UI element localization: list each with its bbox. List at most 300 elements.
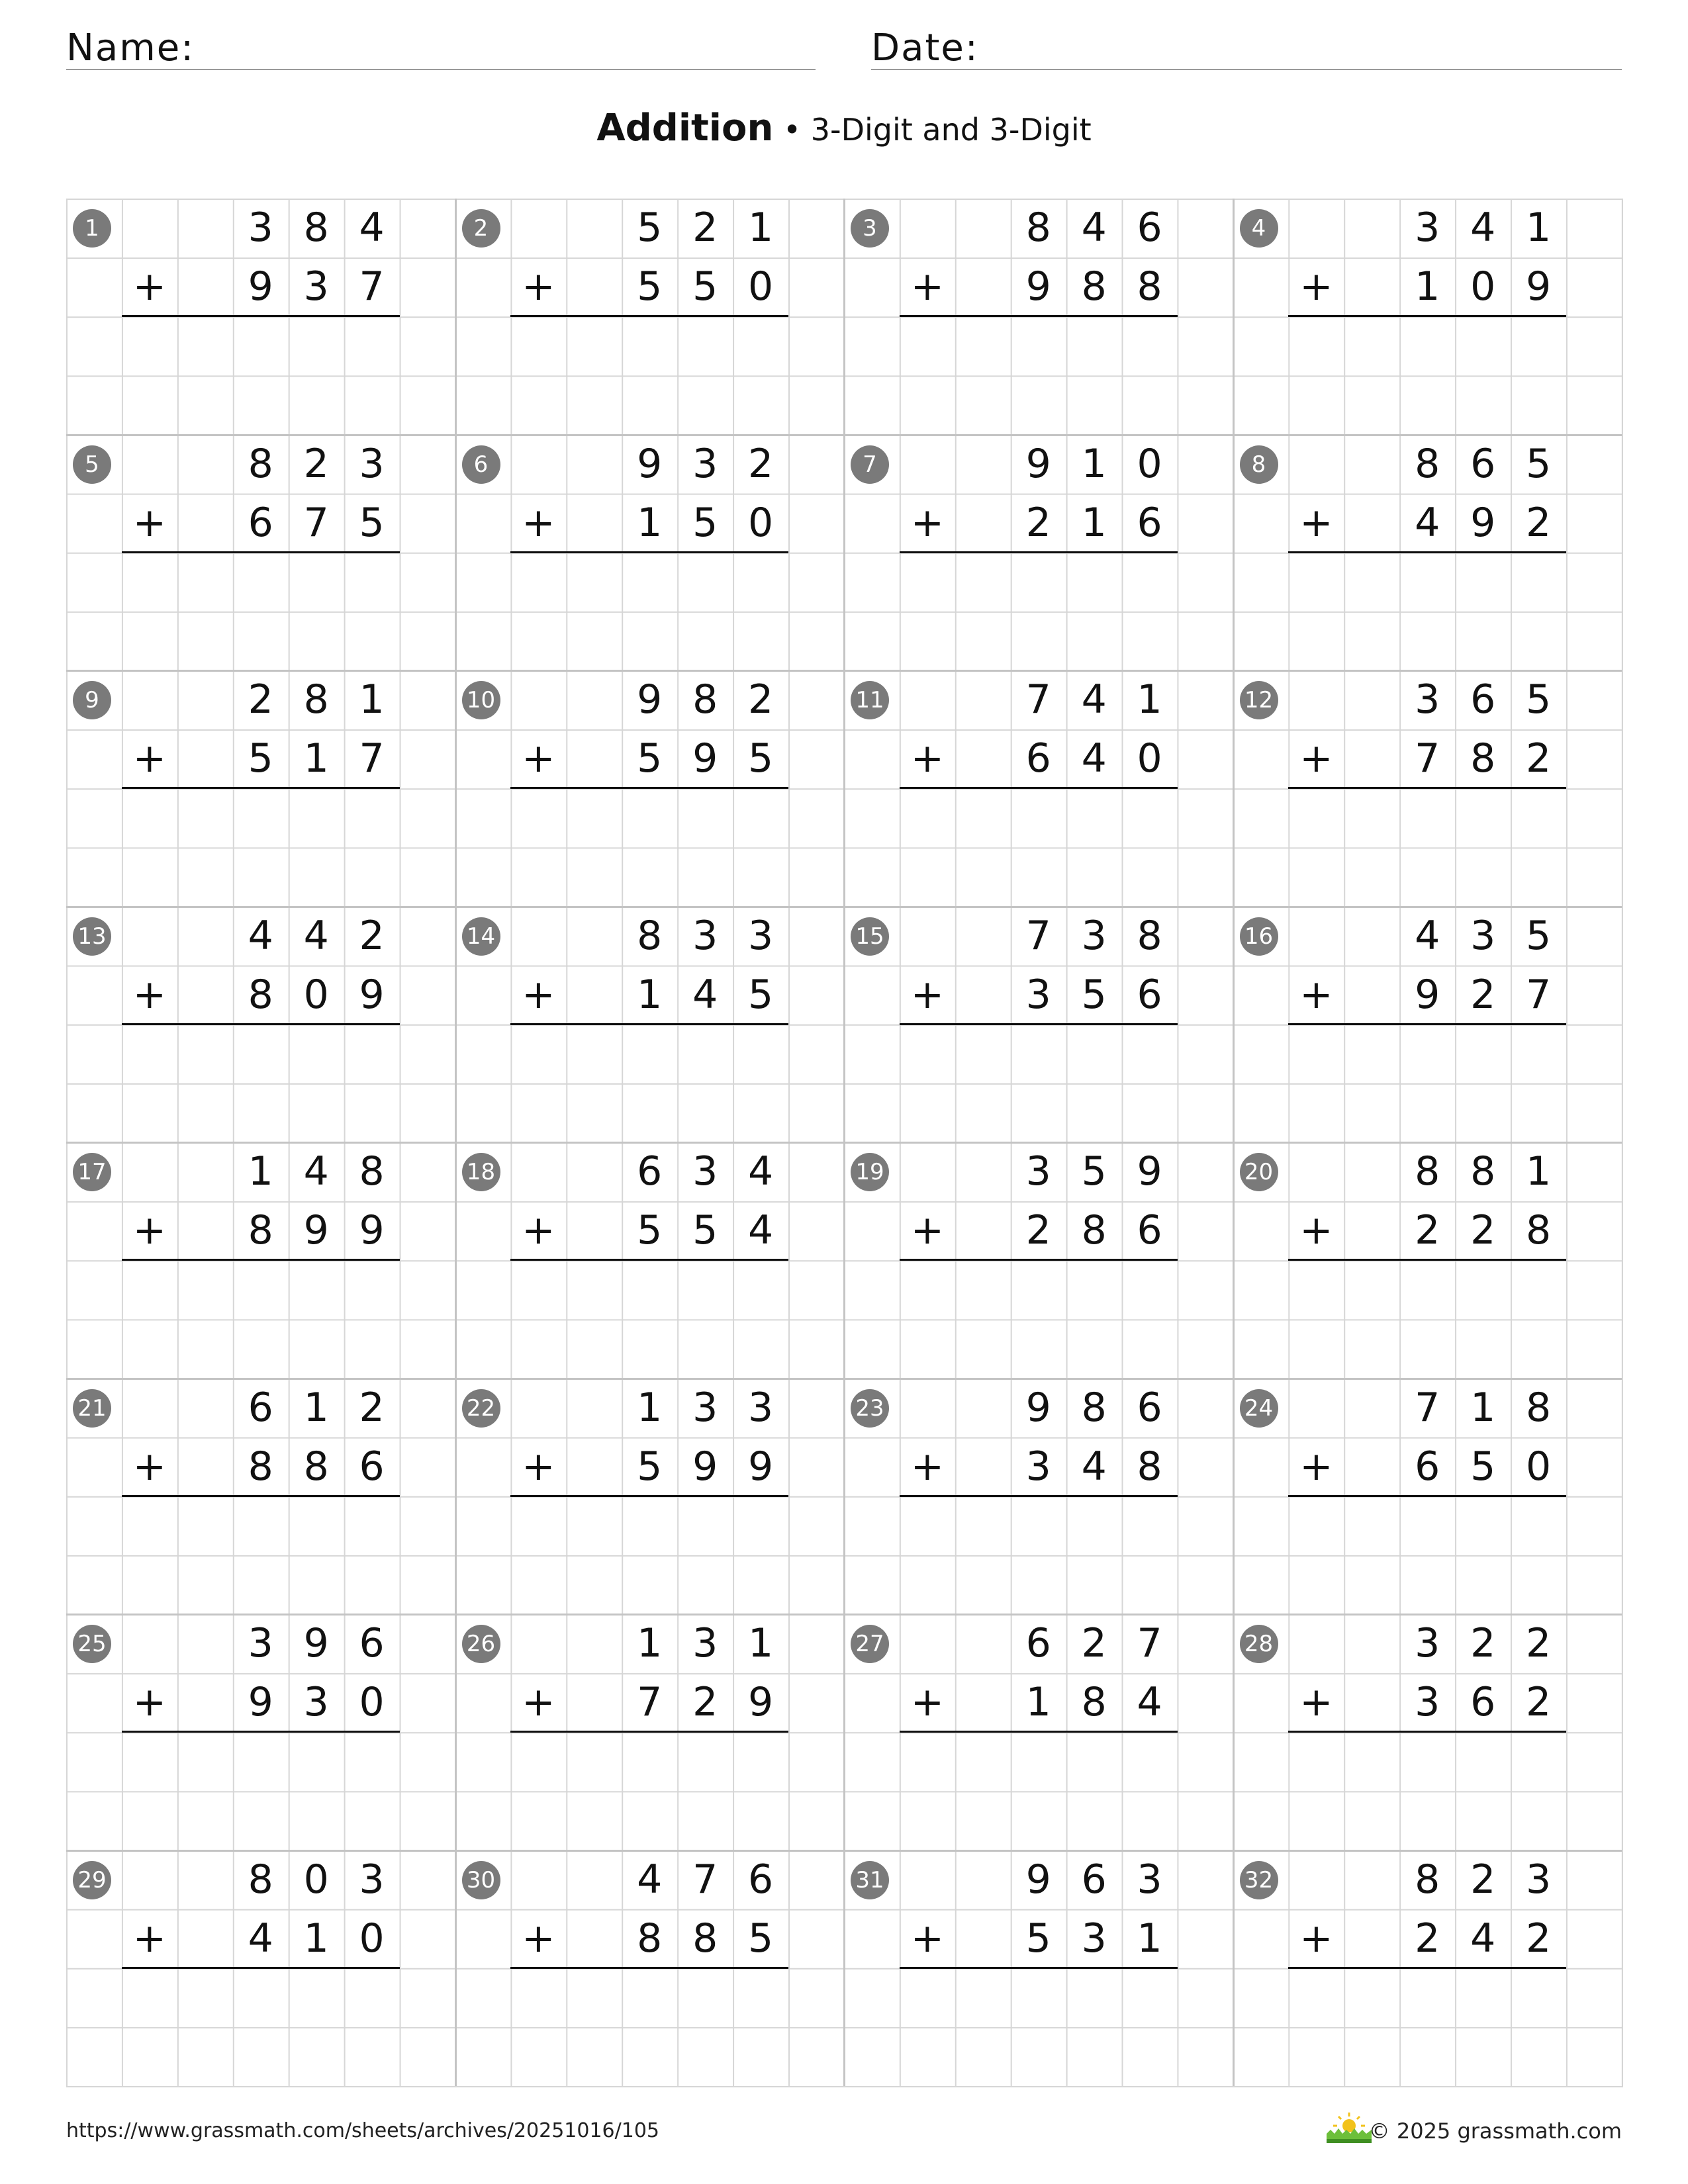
plus-sign: + bbox=[522, 1679, 555, 1725]
problem-number-badge: 14 bbox=[462, 917, 500, 956]
top-addend-digit: 3 bbox=[248, 205, 273, 251]
footer-url: https://www.grassmath.com/sheets/archives/20251016/105 bbox=[66, 2119, 660, 2142]
plus-sign: + bbox=[522, 1915, 555, 1962]
top-addend-digit: 8 bbox=[1081, 1384, 1107, 1431]
plus-sign: + bbox=[132, 499, 167, 546]
top-addend-digit: 5 bbox=[1526, 440, 1552, 487]
top-addend-digit: 6 bbox=[1025, 1620, 1051, 1666]
addition-problem bbox=[455, 1850, 845, 2087]
top-addend-digit: 3 bbox=[1470, 912, 1496, 959]
top-addend-digit: 9 bbox=[1025, 440, 1051, 487]
problem-number-badge: 5 bbox=[73, 445, 111, 484]
addition-problem bbox=[455, 907, 845, 1143]
bottom-addend-digit: 8 bbox=[1526, 1207, 1552, 1254]
addition-problem bbox=[66, 670, 455, 907]
top-addend-digit: 7 bbox=[1025, 676, 1051, 723]
bottom-addend-digit: 1 bbox=[1137, 1915, 1162, 1962]
bottom-addend-digit: 8 bbox=[1081, 263, 1107, 310]
top-addend-digit: 1 bbox=[1526, 205, 1552, 251]
top-addend-digit: 2 bbox=[748, 440, 774, 487]
top-addend-digit: 3 bbox=[692, 440, 718, 487]
top-addend-digit: 6 bbox=[1137, 1384, 1162, 1431]
addition-problem bbox=[1233, 1850, 1622, 2087]
top-addend-digit: 2 bbox=[1526, 1620, 1552, 1666]
bottom-addend-digit: 6 bbox=[359, 1443, 385, 1490]
problem-number-badge: 19 bbox=[851, 1153, 889, 1191]
problem-number-badge: 3 bbox=[851, 209, 889, 248]
bottom-addend-digit: 9 bbox=[1025, 263, 1051, 310]
bottom-addend-digit: 5 bbox=[1081, 971, 1107, 1018]
top-addend-digit: 6 bbox=[359, 1620, 385, 1666]
top-addend-digit: 4 bbox=[1415, 912, 1440, 959]
top-addend-digit: 8 bbox=[1470, 1148, 1496, 1195]
bottom-addend-digit: 3 bbox=[1025, 971, 1051, 1018]
answer-area[interactable] bbox=[900, 1496, 1178, 1614]
top-addend-digit: 8 bbox=[248, 1856, 273, 1903]
title-separator: • bbox=[773, 112, 811, 148]
answer-area[interactable] bbox=[510, 1024, 788, 1142]
answer-area[interactable] bbox=[510, 1968, 788, 2086]
addition-problem bbox=[455, 435, 845, 671]
top-addend-digit: 1 bbox=[359, 676, 385, 723]
answer-area[interactable] bbox=[122, 1024, 400, 1142]
bottom-addend-digit: 1 bbox=[1415, 263, 1440, 310]
top-addend-digit: 6 bbox=[1137, 205, 1162, 251]
bottom-addend-digit: 7 bbox=[303, 499, 329, 546]
answer-area[interactable] bbox=[900, 316, 1178, 434]
top-addend-digit: 8 bbox=[1137, 912, 1162, 959]
answer-area[interactable] bbox=[900, 1024, 1178, 1142]
plus-sign: + bbox=[1299, 1679, 1333, 1725]
top-addend-digit: 8 bbox=[248, 440, 273, 487]
bottom-addend-digit: 2 bbox=[1526, 735, 1552, 782]
bottom-addend-digit: 8 bbox=[248, 1207, 273, 1254]
top-addend-digit: 1 bbox=[637, 1384, 663, 1431]
bottom-addend-digit: 1 bbox=[1081, 499, 1107, 546]
top-addend-digit: 8 bbox=[359, 1148, 385, 1195]
bottom-addend-digit: 5 bbox=[1025, 1915, 1051, 1962]
addition-problem bbox=[455, 670, 845, 907]
plus-sign: + bbox=[1299, 735, 1333, 782]
plus-sign: + bbox=[910, 1915, 945, 1962]
bottom-addend-digit: 9 bbox=[359, 1207, 385, 1254]
bottom-addend-digit: 5 bbox=[692, 499, 718, 546]
answer-area[interactable] bbox=[122, 1496, 400, 1614]
top-addend-digit: 3 bbox=[692, 1384, 718, 1431]
bottom-addend-digit: 8 bbox=[1137, 1443, 1162, 1490]
bottom-addend-digit: 8 bbox=[303, 1443, 329, 1490]
bottom-addend-digit: 2 bbox=[692, 1679, 718, 1726]
worksheet-title bbox=[0, 105, 1688, 154]
answer-area[interactable] bbox=[900, 788, 1178, 906]
bottom-addend-digit: 3 bbox=[1081, 1915, 1107, 1962]
bottom-addend-digit: 9 bbox=[1415, 971, 1440, 1018]
addition-problem bbox=[1233, 907, 1622, 1143]
top-addend-digit: 9 bbox=[1137, 1148, 1162, 1195]
answer-area[interactable] bbox=[900, 1260, 1178, 1378]
answer-area[interactable] bbox=[510, 1260, 788, 1378]
answer-area[interactable] bbox=[122, 1968, 400, 2086]
date-line[interactable] bbox=[871, 69, 1622, 70]
top-addend-digit: 4 bbox=[303, 1148, 329, 1195]
bottom-addend-digit: 4 bbox=[1081, 735, 1107, 782]
addition-problem bbox=[844, 907, 1233, 1143]
addition-problem bbox=[1233, 1142, 1622, 1379]
bottom-addend-digit: 5 bbox=[359, 499, 385, 546]
top-addend-digit: 3 bbox=[1081, 912, 1107, 959]
problem-number-badge: 8 bbox=[1240, 445, 1278, 484]
plus-sign: + bbox=[522, 263, 555, 310]
top-addend-digit: 3 bbox=[359, 440, 385, 487]
bottom-addend-digit: 8 bbox=[1137, 263, 1162, 310]
top-addend-digit: 7 bbox=[692, 1856, 718, 1903]
addition-problem bbox=[66, 199, 455, 435]
bottom-addend-digit: 8 bbox=[1081, 1679, 1107, 1726]
bottom-addend-digit: 9 bbox=[248, 263, 273, 310]
problem-number-badge: 22 bbox=[462, 1389, 500, 1428]
bottom-addend-digit: 0 bbox=[359, 1915, 385, 1962]
plus-sign: + bbox=[522, 1207, 555, 1253]
problem-number-badge: 29 bbox=[73, 1861, 111, 1899]
problem-number-badge: 4 bbox=[1240, 209, 1278, 248]
answer-area[interactable] bbox=[1288, 316, 1566, 434]
problem-number-badge: 27 bbox=[851, 1625, 889, 1663]
top-addend-digit: 6 bbox=[248, 1384, 273, 1431]
addition-problem bbox=[1233, 435, 1622, 671]
plus-sign: + bbox=[910, 263, 945, 310]
bottom-addend-digit: 8 bbox=[1470, 735, 1496, 782]
bottom-addend-digit: 3 bbox=[1025, 1443, 1051, 1490]
top-addend-digit: 3 bbox=[1526, 1856, 1552, 1903]
bottom-addend-digit: 8 bbox=[248, 1443, 273, 1490]
addition-problem bbox=[1233, 1379, 1622, 1615]
top-addend-digit: 8 bbox=[692, 676, 718, 723]
top-addend-digit: 8 bbox=[1526, 1384, 1552, 1431]
bottom-addend-digit: 2 bbox=[1526, 1679, 1552, 1726]
top-addend-digit: 4 bbox=[248, 912, 273, 959]
addition-problem bbox=[844, 1614, 1233, 1850]
bottom-addend-digit: 2 bbox=[1025, 499, 1051, 546]
bottom-addend-digit: 9 bbox=[748, 1679, 774, 1726]
top-addend-digit: 8 bbox=[1415, 1148, 1440, 1195]
bottom-addend-digit: 4 bbox=[248, 1915, 273, 1962]
plus-sign: + bbox=[1299, 263, 1333, 310]
addition-problem bbox=[1233, 199, 1622, 435]
top-addend-digit: 1 bbox=[748, 205, 774, 251]
plus-sign: + bbox=[1299, 1443, 1333, 1490]
top-addend-digit: 6 bbox=[637, 1148, 663, 1195]
answer-area[interactable] bbox=[510, 316, 788, 434]
bottom-addend-digit: 6 bbox=[1137, 499, 1162, 546]
top-addend-digit: 5 bbox=[1526, 912, 1552, 959]
bottom-addend-digit: 8 bbox=[1081, 1207, 1107, 1254]
bottom-addend-digit: 6 bbox=[1025, 735, 1051, 782]
problem-number-badge: 32 bbox=[1240, 1861, 1278, 1899]
problem-number-badge: 11 bbox=[851, 681, 889, 719]
bottom-addend-digit: 4 bbox=[1470, 1915, 1496, 1962]
answer-area[interactable] bbox=[1288, 1496, 1566, 1614]
bottom-addend-digit: 7 bbox=[1415, 735, 1440, 782]
problem-number-badge: 13 bbox=[73, 917, 111, 956]
top-addend-digit: 7 bbox=[1025, 912, 1051, 959]
top-addend-digit: 5 bbox=[1526, 676, 1552, 723]
top-addend-digit: 4 bbox=[748, 1148, 774, 1195]
top-addend-digit: 4 bbox=[1081, 676, 1107, 723]
problem-number-badge: 28 bbox=[1240, 1625, 1278, 1663]
plus-sign: + bbox=[132, 1443, 167, 1490]
answer-area[interactable] bbox=[122, 1732, 400, 1850]
bottom-addend-digit: 1 bbox=[637, 971, 663, 1018]
bottom-addend-digit: 1 bbox=[303, 1915, 329, 1962]
addition-problem bbox=[1233, 670, 1622, 907]
addition-problem bbox=[66, 1614, 455, 1850]
addition-problem bbox=[844, 435, 1233, 671]
bottom-addend-digit: 9 bbox=[1470, 499, 1496, 546]
top-addend-digit: 8 bbox=[1415, 1856, 1440, 1903]
addition-problem bbox=[455, 1142, 845, 1379]
answer-area[interactable] bbox=[900, 1732, 1178, 1850]
answer-area[interactable] bbox=[900, 1968, 1178, 2086]
bottom-addend-digit: 5 bbox=[748, 971, 774, 1018]
answer-area[interactable] bbox=[122, 1260, 400, 1378]
addition-problem bbox=[455, 1379, 845, 1615]
bottom-addend-digit: 5 bbox=[748, 1915, 774, 1962]
answer-area[interactable] bbox=[122, 316, 400, 434]
plus-sign: + bbox=[132, 1915, 167, 1962]
top-addend-digit: 2 bbox=[1081, 1620, 1107, 1666]
problem-number-badge: 2 bbox=[462, 209, 500, 248]
grassmath-logo-icon bbox=[1325, 2110, 1373, 2144]
problem-number-badge: 18 bbox=[462, 1153, 500, 1191]
answer-area[interactable] bbox=[510, 788, 788, 906]
bottom-addend-digit: 3 bbox=[1415, 1679, 1440, 1726]
top-addend-digit: 1 bbox=[748, 1620, 774, 1666]
addition-problem bbox=[66, 1142, 455, 1379]
top-addend-digit: 4 bbox=[303, 912, 329, 959]
top-addend-digit: 2 bbox=[692, 205, 718, 251]
title-main: Addition bbox=[596, 107, 774, 150]
plus-sign: + bbox=[132, 263, 167, 310]
top-addend-digit: 9 bbox=[637, 440, 663, 487]
bottom-addend-digit: 0 bbox=[1470, 263, 1496, 310]
bottom-addend-digit: 2 bbox=[1025, 1207, 1051, 1254]
top-addend-digit: 7 bbox=[1137, 1620, 1162, 1666]
bottom-addend-digit: 1 bbox=[637, 499, 663, 546]
bottom-addend-digit: 0 bbox=[748, 499, 774, 546]
bottom-addend-digit: 2 bbox=[1415, 1207, 1440, 1254]
top-addend-digit: 9 bbox=[637, 676, 663, 723]
answer-area[interactable] bbox=[1288, 553, 1566, 670]
addition-problem bbox=[844, 1379, 1233, 1615]
answer-area[interactable] bbox=[510, 1732, 788, 1850]
top-addend-digit: 2 bbox=[359, 912, 385, 959]
bottom-addend-digit: 4 bbox=[692, 971, 718, 1018]
answer-area[interactable] bbox=[510, 553, 788, 670]
bottom-addend-digit: 9 bbox=[692, 735, 718, 782]
problem-number-badge: 15 bbox=[851, 917, 889, 956]
bottom-addend-digit: 6 bbox=[1415, 1443, 1440, 1490]
bottom-addend-digit: 6 bbox=[1137, 1207, 1162, 1254]
top-addend-digit: 1 bbox=[303, 1384, 329, 1431]
name-label: Name: bbox=[66, 26, 195, 69]
answer-area[interactable] bbox=[900, 553, 1178, 670]
bottom-addend-digit: 7 bbox=[359, 263, 385, 310]
bottom-addend-digit: 2 bbox=[1526, 1915, 1552, 1962]
bottom-addend-digit: 6 bbox=[248, 499, 273, 546]
bottom-addend-digit: 9 bbox=[748, 1443, 774, 1490]
answer-area[interactable] bbox=[510, 1496, 788, 1614]
top-addend-digit: 6 bbox=[1470, 676, 1496, 723]
bottom-addend-digit: 9 bbox=[248, 1679, 273, 1726]
bottom-addend-digit: 1 bbox=[303, 735, 329, 782]
top-addend-digit: 6 bbox=[1081, 1856, 1107, 1903]
problem-number-badge: 16 bbox=[1240, 917, 1278, 956]
top-addend-digit: 2 bbox=[748, 676, 774, 723]
bottom-addend-digit: 7 bbox=[637, 1679, 663, 1726]
bottom-addend-digit: 8 bbox=[692, 1915, 718, 1962]
bottom-addend-digit: 1 bbox=[1025, 1679, 1051, 1726]
bottom-addend-digit: 0 bbox=[748, 263, 774, 310]
bottom-addend-digit: 4 bbox=[748, 1207, 774, 1254]
top-addend-digit: 8 bbox=[303, 205, 329, 251]
top-addend-digit: 7 bbox=[1415, 1384, 1440, 1431]
top-addend-digit: 3 bbox=[692, 1148, 718, 1195]
top-addend-digit: 2 bbox=[1470, 1620, 1496, 1666]
plus-sign: + bbox=[910, 735, 945, 782]
addition-problem bbox=[66, 907, 455, 1143]
addition-problem bbox=[1233, 1614, 1622, 1850]
plus-sign: + bbox=[1299, 971, 1333, 1018]
top-addend-digit: 2 bbox=[303, 440, 329, 487]
top-addend-digit: 4 bbox=[1081, 205, 1107, 251]
bottom-addend-digit: 2 bbox=[1470, 971, 1496, 1018]
problem-number-badge: 21 bbox=[73, 1389, 111, 1428]
problem-number-badge: 31 bbox=[851, 1861, 889, 1899]
answer-area[interactable] bbox=[122, 553, 400, 670]
addition-problem bbox=[844, 670, 1233, 907]
plus-sign: + bbox=[132, 971, 167, 1018]
problem-number-badge: 24 bbox=[1240, 1389, 1278, 1428]
bottom-addend-digit: 5 bbox=[692, 263, 718, 310]
bottom-addend-digit: 6 bbox=[1470, 1679, 1496, 1726]
top-addend-digit: 0 bbox=[1137, 440, 1162, 487]
problem-number-badge: 6 bbox=[462, 445, 500, 484]
plus-sign: + bbox=[910, 1679, 945, 1725]
plus-sign: + bbox=[1299, 1207, 1333, 1253]
problem-number-badge: 10 bbox=[462, 681, 500, 719]
plus-sign: + bbox=[132, 1679, 167, 1725]
top-addend-digit: 3 bbox=[1415, 676, 1440, 723]
problem-number-badge: 9 bbox=[73, 681, 111, 719]
top-addend-digit: 1 bbox=[1526, 1148, 1552, 1195]
top-addend-digit: 5 bbox=[637, 205, 663, 251]
problem-number-badge: 7 bbox=[851, 445, 889, 484]
addition-problem bbox=[66, 435, 455, 671]
plus-sign: + bbox=[1299, 1915, 1333, 1962]
bottom-addend-digit: 5 bbox=[637, 1207, 663, 1254]
bottom-addend-digit: 2 bbox=[1526, 499, 1552, 546]
problem-number-badge: 26 bbox=[462, 1625, 500, 1663]
plus-sign: + bbox=[910, 1443, 945, 1490]
top-addend-digit: 8 bbox=[1025, 205, 1051, 251]
answer-area[interactable] bbox=[1288, 1968, 1566, 2086]
bottom-addend-digit: 7 bbox=[1526, 971, 1552, 1018]
answer-area[interactable] bbox=[1288, 1732, 1566, 1850]
problem-number-badge: 23 bbox=[851, 1389, 889, 1428]
plus-sign: + bbox=[522, 1443, 555, 1490]
addition-problem bbox=[455, 199, 845, 435]
plus-sign: + bbox=[1299, 499, 1333, 546]
problem-number-badge: 1 bbox=[73, 209, 111, 248]
top-addend-digit: 4 bbox=[359, 205, 385, 251]
addition-problem bbox=[455, 1614, 845, 1850]
top-addend-digit: 6 bbox=[748, 1856, 774, 1903]
bottom-addend-digit: 5 bbox=[248, 735, 273, 782]
name-line[interactable] bbox=[66, 69, 816, 70]
date-label: Date: bbox=[871, 26, 979, 69]
top-addend-digit: 9 bbox=[303, 1620, 329, 1666]
top-addend-digit: 3 bbox=[1025, 1148, 1051, 1195]
top-addend-digit: 3 bbox=[748, 1384, 774, 1431]
top-addend-digit: 3 bbox=[692, 1620, 718, 1666]
top-addend-digit: 8 bbox=[1415, 440, 1440, 487]
top-addend-digit: 3 bbox=[248, 1620, 273, 1666]
answer-area[interactable] bbox=[1288, 1260, 1566, 1378]
bottom-addend-digit: 3 bbox=[303, 263, 329, 310]
plus-sign: + bbox=[132, 735, 167, 782]
top-addend-digit: 5 bbox=[1081, 1148, 1107, 1195]
answer-area[interactable] bbox=[1288, 1024, 1566, 1142]
bottom-addend-digit: 0 bbox=[1137, 735, 1162, 782]
top-addend-digit: 9 bbox=[1025, 1856, 1051, 1903]
top-addend-digit: 4 bbox=[1470, 205, 1496, 251]
top-addend-digit: 1 bbox=[1470, 1384, 1496, 1431]
bottom-addend-digit: 4 bbox=[1137, 1679, 1162, 1726]
plus-sign: + bbox=[522, 499, 555, 546]
bottom-addend-digit: 5 bbox=[637, 263, 663, 310]
answer-area[interactable] bbox=[1288, 788, 1566, 906]
bottom-addend-digit: 9 bbox=[1526, 263, 1552, 310]
top-addend-digit: 2 bbox=[359, 1384, 385, 1431]
bottom-addend-digit: 4 bbox=[1415, 499, 1440, 546]
addition-problem bbox=[844, 1142, 1233, 1379]
bottom-addend-digit: 2 bbox=[1470, 1207, 1496, 1254]
top-addend-digit: 1 bbox=[1137, 676, 1162, 723]
bottom-addend-digit: 7 bbox=[359, 735, 385, 782]
bottom-addend-digit: 2 bbox=[1415, 1915, 1440, 1962]
top-addend-digit: 8 bbox=[303, 676, 329, 723]
addition-problem bbox=[844, 1850, 1233, 2087]
top-addend-digit: 6 bbox=[1470, 440, 1496, 487]
top-addend-digit: 2 bbox=[1470, 1856, 1496, 1903]
top-addend-digit: 9 bbox=[1025, 1384, 1051, 1431]
top-addend-digit: 3 bbox=[1137, 1856, 1162, 1903]
top-addend-digit: 3 bbox=[1415, 205, 1440, 251]
problem-number-badge: 12 bbox=[1240, 681, 1278, 719]
bottom-addend-digit: 5 bbox=[748, 735, 774, 782]
addition-problem bbox=[66, 1850, 455, 2087]
answer-area[interactable] bbox=[122, 788, 400, 906]
top-addend-digit: 0 bbox=[303, 1856, 329, 1903]
top-addend-digit: 3 bbox=[1415, 1620, 1440, 1666]
title-sub: 3-Digit and 3-Digit bbox=[810, 112, 1092, 148]
footer-copyright: © 2025 grassmath.com bbox=[1368, 2118, 1622, 2144]
plus-sign: + bbox=[522, 735, 555, 782]
problem-grid bbox=[66, 199, 1623, 2087]
plus-sign: + bbox=[522, 971, 555, 1018]
bottom-addend-digit: 5 bbox=[637, 735, 663, 782]
bottom-addend-digit: 5 bbox=[637, 1443, 663, 1490]
